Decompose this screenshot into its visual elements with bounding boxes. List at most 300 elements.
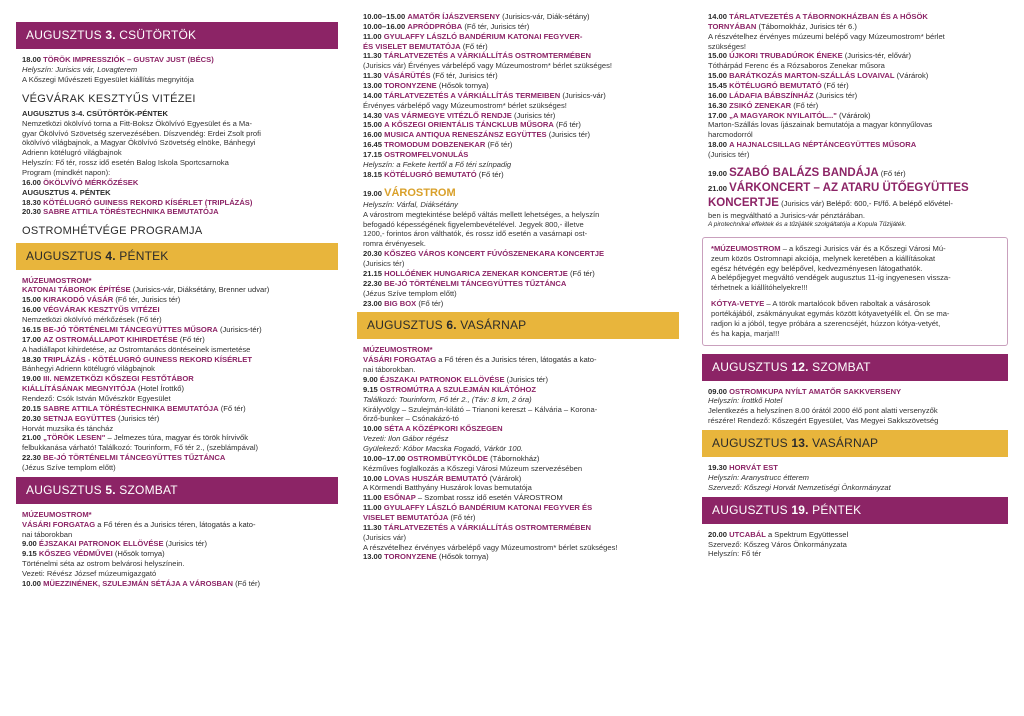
event-title: ÉJSZAKAI PATRONOK ELLÖVÉSE (379, 374, 505, 384)
event-line (22, 178, 338, 188)
event-line (363, 120, 679, 130)
event-item (708, 387, 1008, 426)
event-item (22, 276, 338, 286)
event-title: KONCERTJE (708, 196, 779, 209)
event-time: 16.00 (22, 305, 42, 315)
event-time: 17.00 (22, 334, 42, 344)
event-title: ÉJSZAKAI PATRONOK ELLÖVÉSE (38, 539, 164, 549)
event-description: romra érvényesek. (363, 239, 426, 249)
event-location: (Fő tér) (823, 81, 849, 91)
event-item (22, 453, 338, 473)
event-location: (Fő tér, Jurisics tér) (115, 295, 181, 305)
event-time: 11.30 (363, 522, 382, 532)
event-description: Királyvölgy – Szulejmán-kilátó – Trianoni kereszt – Kálvária – Korona- (363, 404, 598, 414)
event-title: OSTROMBÜTYKÖLDE (407, 453, 488, 463)
event-time: 17.00 (708, 110, 728, 120)
event-location: a Fő téren és a Jurisics téren, látogatás a kato- (438, 355, 597, 365)
event-description: őrző-bunker – Csónakázó-tó (363, 414, 459, 424)
event-line (22, 404, 338, 414)
event-time: 20.15 (22, 403, 42, 413)
event-time: 11.00 (363, 503, 382, 513)
event-title: TÁRLATVEZETÉS A VÁRKIÁLLÍTÁS TERMEIBEN (384, 90, 561, 100)
event-item (363, 249, 679, 269)
day-header-post: SZOMBAT (808, 359, 871, 374)
event-line (708, 166, 1008, 181)
event-item (22, 305, 338, 325)
event-item (363, 91, 679, 111)
day-header-day: 3. (105, 28, 116, 42)
paragraph-line: Program (mindkét napon): (22, 168, 111, 178)
event-line (363, 375, 679, 385)
event-venue: Találkozó: Tourinform, Fő tér 2., (Táv: 8 km, 2 óra) (363, 394, 532, 404)
event-title: ZSIKÓ ZENEKAR (729, 100, 792, 110)
event-description: A Körmendi Batthyány Huszárok lovas bemutatója (363, 483, 532, 493)
event-title: SABRE ATTILA TÖRÉSTECHNIKA BEMUTATÓJA (43, 207, 219, 217)
event-time: 15.00 (22, 295, 42, 305)
event-description: (Jurisics tér) (708, 150, 750, 160)
event-title: TROMODUM DOBZENEKAR (384, 140, 486, 150)
event-time: 11.30 (363, 71, 382, 81)
event-item (708, 22, 1008, 52)
event-line (22, 414, 338, 424)
event-venue: Helyszín: Aranystrucc étterem (708, 472, 809, 482)
event-title: BE-JÓ TÖRTÉNELMI TÁNCEGYÜTTES TŰZTÁNCA (384, 278, 567, 288)
event-time: 16.00 (22, 177, 42, 187)
event-title: KŐSZEG VÉDMŰVEI (38, 549, 113, 559)
event-line (363, 385, 679, 395)
event-description: nai táborokban (22, 529, 73, 539)
event-title: VÁSÁRI FORGATAG (22, 519, 96, 529)
event-line (22, 285, 338, 295)
event-description: (Jurisics vár) (363, 532, 407, 542)
event-line (363, 345, 679, 355)
event-location: (Jurisics vár) Belépő: 600,- Ft/fő. A belépő elővétel- (781, 198, 953, 208)
day-header (702, 430, 1008, 457)
event-line (363, 552, 679, 562)
event-time: 10.00–17.00 (363, 453, 406, 463)
event-title: BIG BOX (384, 298, 417, 308)
event-title: VÁROSTROM (384, 186, 456, 199)
info-line: A belépőjegyet megváltó vendégek augusztus 11-ig ingyenesen vissza- (711, 273, 951, 283)
event-item (363, 279, 679, 299)
paragraph-line: Adrienn kötélugró világbajnok (22, 148, 122, 158)
event-time: 21.00 (22, 433, 42, 443)
event-description: Történelmi séta az ostrom belvárosi helyszínein. (22, 559, 185, 569)
event-title: TORONYZENE (384, 81, 437, 91)
day-header (702, 497, 1008, 524)
day-header-pre: AUGUSZTUS (712, 359, 792, 374)
event-item (363, 81, 679, 91)
event-location: (Fő tér) (220, 403, 246, 413)
event-location: (Jurisics tér) (165, 539, 207, 549)
event-item (363, 51, 679, 71)
event-location: a Spektrum Együttessel (767, 529, 849, 539)
subheading: AUGUSZTUS 4. PÉNTEK (22, 187, 111, 197)
event-item (363, 170, 679, 180)
event-line (708, 81, 1008, 91)
event-title: „TÖRÖK LESEN" (43, 433, 106, 443)
event-title: A KŐSZEGI ORIENTÁLIS TÁNCKLUB MŰSORA (384, 120, 554, 130)
event-location: (Jurisics-vár, Diáksétány, Brenner udvar) (132, 285, 270, 295)
event-description: Helyszín: Fő tér (708, 549, 762, 559)
day-header-post: PÉNTEK (808, 502, 862, 517)
info-line: portékájából, zsákmányukat egymás között kótyavetyélik el. Ön se ma- (711, 309, 950, 319)
event-time: 10.00 (22, 578, 42, 588)
paragraph-line: gyar Ökölvívó Szövetség szervezésében. Díszvendég: Erdei Zsolt profi (22, 128, 261, 138)
event-time: 16.00 (708, 90, 728, 100)
event-venue: Helyszín: a Fekete kertől a Fő téri színpadig (363, 159, 512, 169)
event-time: 19.00 (708, 168, 728, 178)
event-time: 16.45 (363, 140, 383, 150)
event-item (363, 523, 679, 553)
day-header-day: 12. (791, 359, 809, 374)
event-title: TÁRLATVEZETÉS A VÁRKIÁLLÍTÁS OSTROMTERMÉBEN (383, 522, 591, 532)
event-item (363, 552, 679, 562)
event-description: A hadiállapot kihirdetése, az Ostromtanács döntéseinek ismertetése (22, 344, 251, 354)
event-item (363, 299, 679, 309)
event-item (22, 178, 338, 188)
event-time: 22.30 (22, 453, 42, 463)
event-time: 10.00–16.00 (363, 21, 406, 31)
event-line (22, 539, 338, 549)
event-line (708, 91, 1008, 101)
day-header-post: PÉNTEK (115, 248, 169, 263)
info-line: radjon ki a jóból, tegye próbára a szerencséjét, húzzon kótya-vetyét, (711, 318, 941, 328)
event-line (363, 150, 679, 160)
event-title: TORONYZENE (384, 552, 437, 562)
event-title: KÖTÉLUGRÓ BEMUTATÓ (729, 81, 822, 91)
day-header-pre: AUGUSZTUS (26, 482, 106, 497)
info-paragraph (711, 299, 999, 338)
event-item (363, 150, 679, 170)
event-title: A HAJNALCSILLAG NÉPTÁNCEGYÜTTES MŰSORA (729, 140, 917, 150)
event-description: Tóthárpád Ferenc és a Rózsaboros Zenekar műsora (708, 61, 885, 71)
event-item (22, 414, 338, 434)
event-item (22, 335, 338, 355)
event-item (708, 81, 1008, 91)
event-item (708, 463, 1008, 493)
event-description: A részvételhez érvényes múzeumi belépő vagy Múzeumostrom* bérlet (708, 31, 945, 41)
event-description: A várostrom megtekintése belépő váltás mellett lehetséges, a helyszín (363, 209, 600, 219)
event-title: KIRAKODÓ VÁSÁR (43, 295, 114, 305)
event-item (22, 374, 338, 384)
event-title: SÉTA A KÖZÉPKORI KŐSZEGEN (384, 424, 503, 434)
event-title: BARÁTKOZÁS MARTON-SZÁLLÁS LOVAIVAL (729, 71, 895, 81)
event-line (22, 335, 338, 345)
event-description: (Jézus Szíve templom előtt) (22, 462, 116, 472)
event-location: (Jurisics tér) (548, 130, 591, 140)
event-title: AMATŐR ÍJÁSZVERSENY (407, 12, 501, 21)
event-time: 13.00 (363, 552, 383, 562)
event-line (363, 424, 679, 434)
event-line (363, 503, 679, 513)
event-line (22, 520, 338, 530)
info-heading: *MÚZEUMOSTROM (711, 243, 781, 253)
event-title: MÚZEUMOSTROM* (363, 345, 433, 355)
event-line (22, 549, 338, 559)
event-title: OSTROMÚTRA A SZULEJMÁN KILÁTÓHOZ (379, 384, 536, 394)
event-time: 09.00 (708, 386, 728, 396)
event-title: VISELET BEMUTATÓJA (363, 512, 449, 522)
event-line (363, 51, 679, 61)
event-venue: Helyszín: Várfal, Diáksétány (363, 199, 458, 209)
event-item (363, 120, 679, 130)
event-item (708, 181, 1008, 196)
event-line (708, 22, 1008, 32)
event-line (22, 453, 338, 463)
event-venue: Gyülekező: Kóbor Macska Fogadó, Várkör 100. (363, 443, 523, 453)
day-header-pre: AUGUSZTUS (367, 318, 447, 333)
event-time: 18.00 (22, 55, 42, 64)
day-header-day: 6. (446, 318, 457, 333)
event-location: (Várárok) (489, 473, 522, 483)
event-item (22, 325, 338, 335)
event-line (363, 355, 679, 365)
event-title: KIÁLLÍTÁSÁNAK MEGNYITÓJA (22, 384, 136, 394)
event-time: 19.00 (363, 188, 383, 198)
event-item (363, 130, 679, 140)
event-item (363, 345, 679, 355)
event-venue: Vezeti: Ilon Gábor régész (363, 434, 449, 444)
event-line (22, 207, 338, 217)
event-description: nai táborokban. (363, 365, 416, 375)
event-line (22, 55, 338, 65)
event-description: Bánhegyi Adrienn kötélugró világbajnok (22, 364, 155, 374)
event-time: 10.00 (363, 424, 383, 434)
event-line (363, 91, 679, 101)
event-title: UTCABÁL (729, 529, 766, 539)
column-right (702, 12, 1008, 700)
event-time: 16.00 (363, 130, 383, 140)
event-line (708, 530, 1008, 540)
event-item (363, 71, 679, 81)
event-item (708, 530, 1008, 560)
event-line (22, 355, 338, 365)
event-item (22, 207, 338, 217)
subheading: AUGUSZTUS 3-4. CSÜTÖRTÖK-PÉNTEK (22, 108, 168, 118)
event-description: Marton-Szállás lovas íjászainak bemutatója a magyar könnyűlovas (708, 120, 933, 130)
day-header (702, 354, 1008, 381)
event-time: 16.30 (708, 100, 728, 110)
event-line (363, 71, 679, 81)
event-location: (Fő tér) (569, 268, 595, 278)
event-line (708, 101, 1008, 111)
event-item (363, 140, 679, 150)
event-title: „A MAGYAROK NYILAITÓL..." (729, 110, 837, 120)
event-location: (Fő tér, Jurisics tér) (432, 71, 498, 81)
event-item (22, 285, 338, 295)
event-location: – Szombat rossz idő esetén VÁROSTROM (417, 493, 563, 503)
event-item (708, 12, 1008, 22)
paragraph-line: Helyszín: Fő tér, rossz idő esetén Balog Iskola Sportcsarnoka (22, 158, 229, 168)
event-item (363, 454, 679, 474)
event-item (22, 404, 338, 414)
info-line: – a kőszegi Jurisics vár és a Kőszegi Városi Mú- (780, 243, 946, 253)
event-time: 15.00 (363, 120, 383, 130)
column-middle (357, 12, 679, 700)
event-description: Kézműves foglalkozás a Kőszegi Városi Múzeum szervezésében (363, 463, 583, 473)
event-title: GYULAFFY LÁSZLÓ BANDÉRIUM KATONAI FEGYVER- (383, 31, 583, 41)
event-title: KÖTÉLUGRÓ GUINESS REKORD KÍSÉRLET (TRIPLÁZÁS) (43, 197, 253, 207)
event-item (708, 111, 1008, 141)
event-time: 10.00–15.00 (363, 12, 406, 21)
event-line (708, 463, 1008, 473)
event-line (363, 81, 679, 91)
event-location: (Fő tér) (880, 168, 906, 178)
event-title: HORVÁT EST (729, 463, 778, 473)
event-item (22, 198, 338, 208)
event-line (363, 42, 679, 52)
event-time: 15.00 (708, 71, 728, 81)
event-time: 14.00 (363, 90, 383, 100)
event-title: MÚZEUMOSTROM* (22, 275, 92, 285)
event-location: (Fő tér) (556, 120, 581, 130)
event-item (363, 22, 679, 32)
event-location: – Jelmezes túra, magyar és török hírvivők (107, 433, 249, 443)
event-item (708, 51, 1008, 71)
info-line: egész hétvégén egy belépővel, kedvezményesen látogathatók. (711, 263, 923, 273)
event-line (708, 51, 1008, 61)
event-line (22, 510, 338, 520)
event-item (363, 111, 679, 121)
event-item (363, 355, 679, 375)
event-description: Érvényes várbelépő vagy Múzeumostrom* bérlet szükséges! (363, 100, 567, 110)
info-line: és ha kapja, marja!!! (711, 328, 780, 338)
event-item (708, 71, 1008, 81)
event-title: ÚJKORI TRUBADÚROK ÉNEKE (729, 51, 843, 61)
section-title: OSTROMHÉTVÉGE PROGRAMJA (22, 225, 203, 238)
event-time: 14.30 (363, 110, 383, 120)
day-header-post: SZOMBAT (115, 482, 178, 497)
event-title: TÖRÖK IMPRESSZIÓK – GUSTAV JUST (BÉCS) (43, 55, 214, 64)
event-location: (Tábornokház) (490, 453, 540, 463)
event-item (363, 474, 679, 494)
event-line (708, 71, 1008, 81)
event-title: VÁSÁRI FORGATAG (363, 355, 437, 365)
event-title: LOVAS HUSZÁR BEMUTATÓ (384, 473, 488, 483)
event-description: A részvételhez érvényes várbelépő vagy Múzeumostrom* bérlet szükséges! (363, 542, 618, 552)
event-time: 15.00 (708, 51, 728, 61)
event-line (363, 513, 679, 523)
event-time: 22.30 (363, 278, 383, 288)
event-description: harcmodorról (708, 130, 753, 140)
event-description: A Kőszegi Művészeti Egyesület kiállítás megnyitója (22, 74, 194, 84)
event-line (708, 140, 1008, 150)
event-time: 18.30 (22, 197, 42, 207)
event-venue: Szervező: Kőszegi Horvát Nemzetiségi Önkormányzat (708, 482, 891, 492)
event-time: 18.00 (708, 140, 728, 150)
event-title: OSTROMFELVONULÁS (384, 150, 469, 160)
event-location: (Hotel Írottkő) (138, 384, 185, 394)
event-line (363, 22, 679, 32)
event-item (363, 32, 679, 42)
info-line: térhetnek a kiállítóhelyekre!!! (711, 283, 808, 293)
event-item (22, 355, 338, 375)
day-header-day: 5. (105, 482, 116, 497)
event-title: III. NEMZETKÖZI KŐSZEGI FESTŐTÁBOR (43, 374, 194, 384)
day-header-post: VASÁRNAP (456, 318, 527, 333)
event-title: VÁSÁRÜTÉS (383, 71, 431, 81)
event-time: 13.00 (363, 81, 383, 91)
event-location: (Jurisics-vár) (562, 90, 606, 100)
event-line (363, 111, 679, 121)
event-location: (Várárok) (896, 71, 929, 81)
event-location: (Hősök tornya) (114, 549, 165, 559)
event-description: Nemzetközi ökölvívó mérkőzések (Fő tér) (22, 315, 162, 325)
event-line (363, 186, 679, 200)
event-line (22, 433, 338, 443)
event-location: (Hősök tornya) (438, 552, 489, 562)
event-title: SETNJA EGYÜTTES (43, 413, 116, 423)
event-item (363, 12, 679, 22)
event-time: 17.15 (363, 150, 383, 160)
event-line (363, 493, 679, 503)
event-time: 9.15 (363, 384, 378, 394)
event-item (22, 539, 338, 549)
event-title: APRÓDPRÓBA (407, 21, 463, 31)
event-line (22, 295, 338, 305)
event-title: LÁDAFIA BÁBSZÍNHÁZ (729, 90, 814, 100)
event-location: (Jurisics-tér) (219, 324, 262, 334)
event-description: ben is megváltható a Jurisics-vár pénztárában. (708, 210, 866, 220)
event-venue: Helyszín: Írottkő Hotel (708, 396, 783, 406)
event-line (22, 384, 338, 394)
day-header-pre: AUGUSZTUS (712, 502, 792, 517)
paragraph-line: ökölvívó világbajnok, a Magyar Ökölvívó Szövetség elnöke, Bánhegyi (22, 138, 256, 148)
event-line (22, 198, 338, 208)
event-line (22, 276, 338, 286)
event-line (708, 12, 1008, 22)
event-description: Vezeti: Révész József múzeumigazgató (22, 568, 157, 578)
event-item (22, 510, 338, 520)
event-title: TÁRLATVEZETÉS A TÁBORNOKHÁZBAN ÉS A HŐSÖK (729, 12, 928, 21)
day-header-post: VASÁRNAP (808, 436, 879, 451)
event-line (363, 140, 679, 150)
event-time: 9.15 (22, 549, 37, 559)
event-location: (Fő tér, Jurisics tér) (464, 21, 530, 31)
event-location: (Jurisics tér) (815, 90, 858, 100)
event-location: (Fő tér) (487, 140, 513, 150)
event-footnote: A pirotechnikai effektek és a tűzijáték szolgáltatója a Kopula Tűzijáték. (708, 220, 907, 228)
event-description: felbukkanása várható! Találkozó: Tourinform, Fő tér 2., (szeblámpával) (22, 443, 259, 453)
event-description: Szervező: Kőszeg Város Önkormányzata (708, 539, 847, 549)
info-line: zeum közös Ostromnapi akciója, melynek keretében a kiállításokat (711, 253, 936, 263)
event-location: (Fő tér) (418, 298, 444, 308)
event-description: Jelentkezés a helyszínen 8.00 órától 2000 élő pont alatti versenyzők (708, 406, 938, 416)
paragraph-line: Nemzetközi ökölvívó torna a Fitt-Boksz Ökölvívó Egyesület és a Ma- (22, 118, 253, 128)
event-location: (Fő tér) (793, 100, 819, 110)
event-title: KÖTÉLUGRÓ BEMUTATÓ (384, 169, 477, 179)
event-location: a Fő téren és a Jurisics téren, látogatás a kato- (97, 519, 256, 529)
info-box (702, 237, 1008, 346)
day-header-pre: AUGUSZTUS (26, 248, 106, 263)
event-item (363, 269, 679, 279)
event-location: (Várárok) (838, 110, 871, 120)
event-line (22, 305, 338, 315)
event-line (363, 130, 679, 140)
event-description: szükséges! (708, 41, 746, 51)
event-item (22, 520, 338, 540)
event-title: BE-JÓ TÖRTÉNELMI TÁNCEGYÜTTES TŰZTÁNCA (43, 453, 226, 463)
paragraph (22, 119, 338, 178)
section-title: VÉGVÁRAK KESZTYŰS VITÉZEI (22, 92, 196, 105)
event-line (363, 32, 679, 42)
event-item (708, 91, 1008, 101)
event-item (708, 101, 1008, 111)
event-item (22, 433, 338, 453)
event-time: 19.00 (22, 374, 42, 384)
event-item (363, 42, 679, 52)
